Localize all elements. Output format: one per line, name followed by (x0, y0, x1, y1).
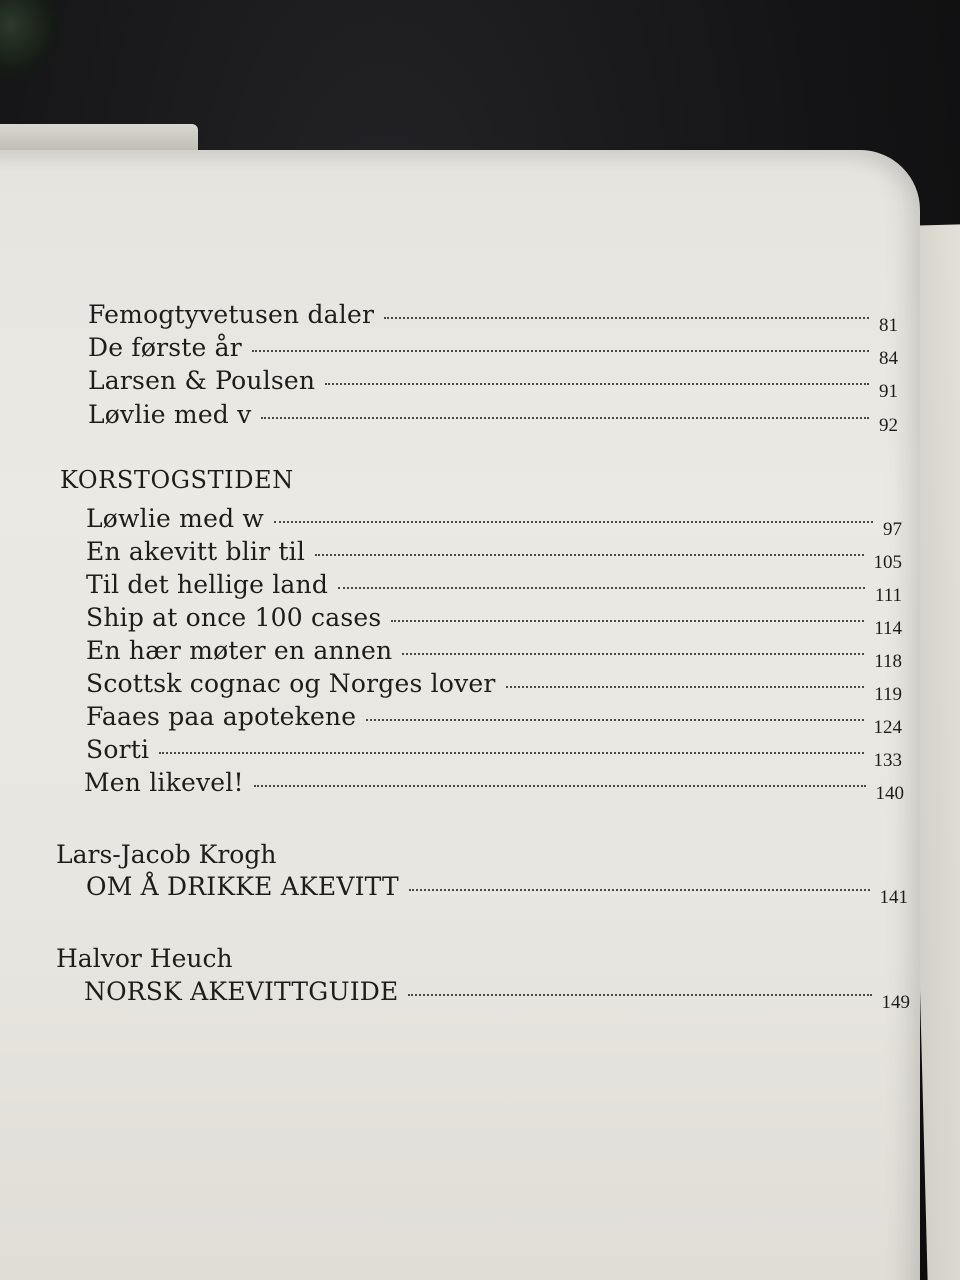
dot-leader (408, 994, 871, 996)
toc-entry-title: De første år (88, 333, 242, 362)
toc-entry-page: 114 (874, 618, 902, 639)
toc-entry (88, 333, 898, 367)
toc-entry-title: OM Å DRIKKE AKEVITT (86, 872, 399, 901)
toc-entry-page: 119 (874, 684, 902, 705)
toc-entry-page: 105 (873, 552, 902, 573)
toc-entry-page: 118 (874, 651, 902, 672)
author-name: Halvor Heuch (56, 944, 233, 973)
toc-entry-title: Løwlie med w (86, 504, 265, 533)
toc-entry-page: 84 (879, 348, 898, 369)
dot-leader (274, 521, 873, 523)
dot-leader (409, 889, 870, 891)
section-heading: KORSTOGSTIDEN (60, 466, 294, 494)
toc-entry-page: 140 (875, 783, 904, 804)
dot-leader (325, 383, 869, 385)
toc-entry-title: Sorti (86, 735, 150, 764)
toc-entry-page: 124 (873, 717, 902, 738)
toc-entry-page: 141 (879, 887, 908, 908)
toc-entry (88, 300, 898, 334)
toc-entry-title: Ship at once 100 cases (86, 603, 382, 632)
toc-entry-title: En hær møter en annen (86, 636, 393, 665)
toc-entry-title: Femogtyvetusen daler (88, 300, 375, 329)
toc-entry-page: 97 (883, 519, 902, 540)
toc-entry (86, 702, 902, 736)
toc-entry (86, 669, 902, 703)
toc-entry (86, 537, 902, 571)
toc-entry (84, 977, 910, 1011)
dot-leader (254, 785, 866, 787)
toc-entry (86, 872, 908, 906)
toc-entry-page: 81 (879, 315, 898, 336)
dot-leader (506, 686, 865, 688)
dot-leader (391, 620, 864, 622)
toc-entry-title: Men likevel! (84, 768, 244, 797)
toc-entry (86, 636, 902, 670)
dot-leader (402, 653, 864, 655)
dot-leader (159, 752, 863, 754)
dot-leader (384, 317, 869, 319)
toc-entry (86, 570, 902, 604)
dot-leader (261, 417, 869, 419)
dot-leader (338, 587, 865, 589)
toc-entry-title: En akevitt blir til (86, 537, 306, 566)
toc-entry-title: Til det hellige land (86, 570, 329, 599)
author-name: Lars-Jacob Krogh (56, 840, 277, 869)
dot-leader (315, 554, 863, 556)
toc-entry (86, 735, 902, 769)
dot-leader (366, 719, 863, 721)
toc-entry-page: 111 (874, 585, 902, 606)
toc-entry-title: Løvlie med v (88, 400, 252, 429)
toc-entry (86, 603, 902, 637)
toc-entry (88, 366, 898, 400)
toc-entry-page: 149 (881, 992, 910, 1013)
toc-entry (86, 504, 902, 538)
toc-entry-page: 133 (873, 750, 902, 771)
toc-entry-title: Faaes paa apotekene (86, 702, 357, 731)
toc-entry-title: Scottsk cognac og Norges lover (86, 669, 496, 698)
toc-entry-page: 91 (879, 381, 898, 402)
toc-entry-title: Larsen & Poulsen (88, 366, 316, 395)
toc-entry (88, 400, 898, 434)
dot-leader (252, 350, 869, 352)
toc-entry-page: 92 (879, 415, 898, 436)
toc-entry (84, 768, 904, 802)
toc-entry-title: NORSK AKEVITTGUIDE (84, 977, 399, 1006)
